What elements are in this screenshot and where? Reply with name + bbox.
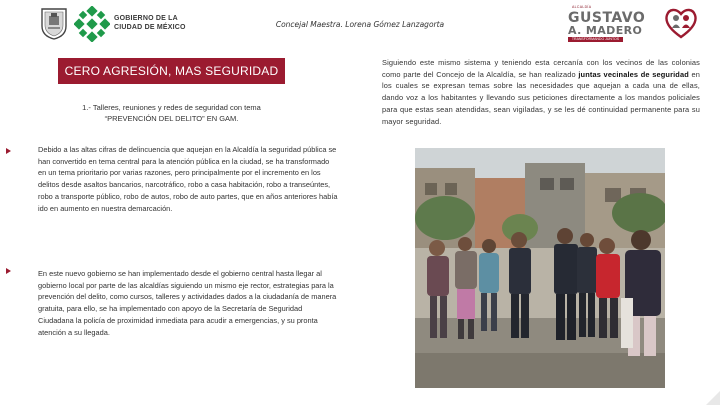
neighborhood-meeting-photo [415,148,665,388]
heart-people-icon [664,6,698,40]
right-paragraph-emphasis: juntas vecinales de seguridad [578,69,689,79]
left-paragraph-2: En este nuevo gobierno se han implementado desde el gobierno central hasta llegar al gobierno local por parte de las alcaldías siguiendo un mismo eje rector, estrategias para la prevención del delito, como cursos, talleres y actividades dados a la ciudadanía de manera gratuita, para ello, se ha implementado con apoyo de la Secretaría de Seguridad Ciudadana la policía de proximidad inmediata para acudir a emergencias, y su pronta atención a su llegada. [38,269,337,337]
bullet-arrow-icon [6,268,11,274]
subtitle-line2: “PREVENCIÓN DEL DELITO” EN GAM. [104,114,239,123]
right-paragraph-part1: Siguiendo este mismo sistema y teniendo esta cercanía con los vecinos de las colonias como parte del Concejo de la Alcaldía, se han realizado [382,58,700,79]
corner-decoration [706,391,720,405]
alcaldia-logo-name-line1: GUSTAVO [568,10,646,26]
gov-logo-line2: CIUDAD DE MÉXICO [114,24,186,31]
left-paragraph-1: Debido a las altas cifras de delincuencia que aquejan en la Alcaldía la seguridad pública se han convertido en tema central para la atención pública en la ciudad, se ha transformado en un tema prioritario por varias razones, pero principalmente por el incremento en los delitos desde asaltos bancarios, narcotráfico, robo a casa habitación, robo a transeúntes, robo a transporte público, robo de autos, robo de auto partes, que en años anteriores había ido en aumento en nuestra demarcación. [38,145,338,213]
header-title: Concejal Maestra. Lorena Gómez Lanzagorta [275,20,445,29]
bullet-arrow-icon [6,148,11,154]
right-paragraph-part2: en los cuales se expresan temas sobre las necesidades que aquejan a cada una de ellas, dando voz a los habitantes y llevando sus peticiones directamente a los mandos policiales para que estas sean atendidas, sean vigiladas, y se les dé continuidad permanente para su mayor seguridad. [382,69,700,126]
alcaldia-logo-name-line2: A. MADERO [568,24,643,37]
alcaldia-gam-logo [560,4,700,42]
gov-logo-line1: GOBIERNO DE LA [114,15,178,22]
subtitle-line1: 1.- Talleres, reuniones y redes de seguridad con tema [82,103,261,112]
meeting-photo-illustration [415,148,665,388]
section-subtitle [58,102,285,124]
section-title-banner: CERO AGRESIÓN, MAS SEGURIDAD [58,58,285,84]
right-paragraph [382,57,700,127]
alcaldia-logo-tagline: TRANSFORMANDO JUNTOS [568,37,623,42]
alcaldia-logo-label: ALCALDÍA [572,5,592,9]
